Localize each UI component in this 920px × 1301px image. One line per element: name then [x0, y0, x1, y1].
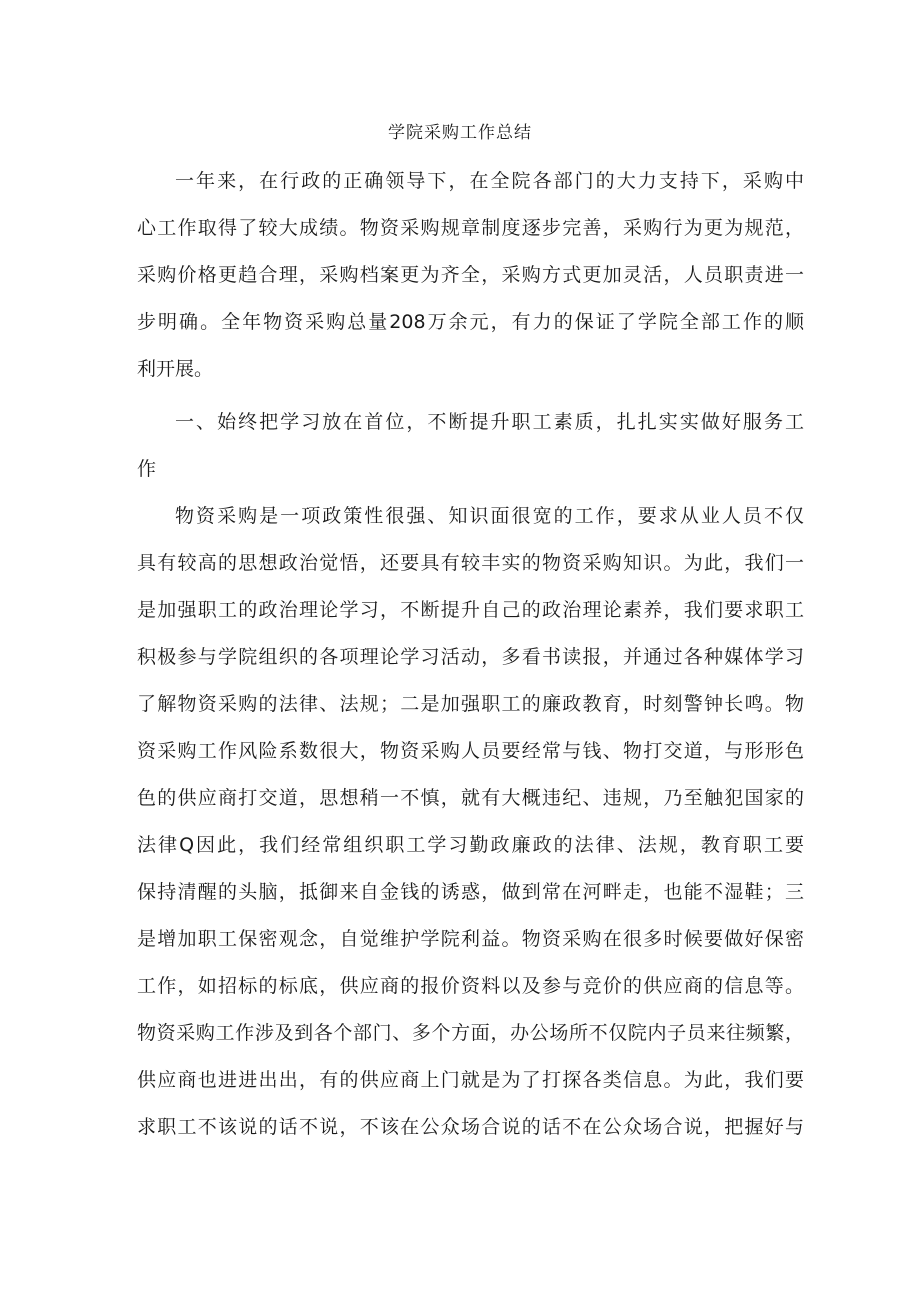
text-line: 具有较高的思想政治觉悟，还要具有较丰实的物资采购知识。为此，我们一	[137, 552, 804, 574]
body-paragraph	[137, 493, 804, 1151]
text-line: 利开展。	[137, 358, 214, 380]
text-line: 供应商也进进出出，有的供应商上门就是为了打探各类信息。为此，我们要	[137, 1069, 804, 1091]
text-line: 了解物资采购的法律、法规；二是加强职工的廉政教育，时刻警钟长鸣。物	[137, 693, 804, 715]
text-line: 求职工不该说的话不说，不该在公众场合说的话不在公众场合说，把握好与	[137, 1116, 804, 1138]
text-line: 作	[137, 458, 157, 480]
text-line: 资采购工作风险系数很大，物资采购人员要经常与钱、物打交道，与形形色	[137, 740, 804, 762]
text-line: 色的供应商打交道，思想稍一不慎，就有大概违纪、违规，乃至触犯国家的	[137, 787, 804, 809]
text-line: 一年来，在行政的正确领导下，在全院各部门的大力支持下，采购中	[175, 170, 804, 192]
text-line: 物资采购工作涉及到各个部门、多个方面，办公场所不仅院内子员来往频繁，	[137, 1022, 804, 1044]
document-title: 学院采购工作总结	[388, 123, 532, 143]
text-line: 是加强职工的政治理论学习，不断提升自己的政治理论素养，我们要求职工	[137, 599, 804, 621]
text-line: 采购价格更趋合理，采购档案更为齐全，采购方式更加灵活，人员职责进一	[137, 264, 804, 286]
text-line: 是增加职工保密观念，自觉维护学院利益。物资采购在很多时候要做好保密	[137, 928, 804, 950]
intro-paragraph	[137, 158, 804, 393]
text-line: 物资采购是一项政策性很强、知识面很宽的工作，要求从业人员不仅	[175, 505, 804, 527]
text-line: 积极参与学院组织的各项理论学习活动，多看书读报，并通过各种媒体学习	[137, 646, 804, 668]
text-line: 步明确。全年物资采购总量208万余元，有力的保证了学院全部工作的顺	[137, 311, 804, 333]
section-heading-1	[137, 399, 804, 493]
text-line: 一、始终把学习放在首位，不断提升职工素质，扎扎实实做好服务工	[175, 411, 804, 433]
text-line: 保持清醒的头脑，抵御来自金钱的诱惑，做到常在河畔走，也能不湿鞋；三	[137, 881, 804, 903]
text-line: 工作，如招标的标底，供应商的报价资料以及参与竞价的供应商的信息等。	[137, 975, 804, 997]
text-line: 法律Q因此，我们经常组织职工学习勤政廉政的法律、法规，教育职工要	[137, 834, 804, 856]
text-line: 心工作取得了较大成绩。物资采购规章制度逐步完善，采购行为更为规范，	[137, 217, 804, 239]
